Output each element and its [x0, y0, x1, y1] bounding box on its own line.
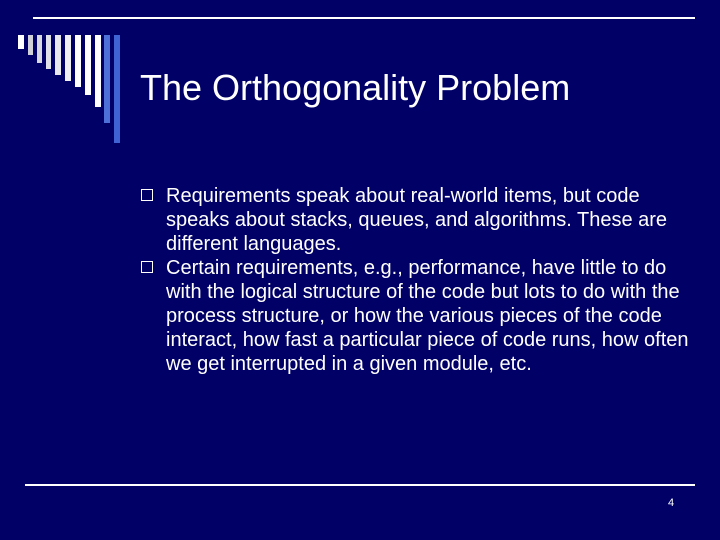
header-bar	[65, 35, 71, 81]
footer-rule	[25, 484, 695, 486]
bullet-text: Certain requirements, e.g., performance, have little to do with the logical structure of the code but lots to do with the process structure, or how the various pieces of the code interact, how fast a particular piece of code runs, how often we get interrupted in a given module, etc.	[166, 257, 689, 375]
slide-title: The Orthogonality Problem	[140, 67, 571, 108]
header-top-rule	[33, 17, 695, 19]
header-bar	[37, 35, 42, 63]
header-bar	[95, 35, 101, 107]
header-bar	[104, 35, 110, 123]
header-bar	[18, 35, 24, 49]
header-bar	[114, 35, 120, 143]
page-number: 4	[668, 497, 675, 509]
hollow-square-icon	[141, 261, 153, 273]
header-bar	[55, 35, 61, 75]
bullet-item	[138, 184, 698, 256]
header-bar	[28, 35, 33, 55]
header-bar	[75, 35, 81, 87]
bullet-text: Requirements speak about real-world items, but code speaks about stacks, queues, and algorithms. These are different languages.	[166, 185, 668, 255]
hollow-square-icon	[141, 189, 153, 201]
header-bar	[85, 35, 91, 95]
header-bar	[46, 35, 51, 69]
bullet-item	[138, 256, 698, 376]
bullet-list	[138, 184, 698, 376]
